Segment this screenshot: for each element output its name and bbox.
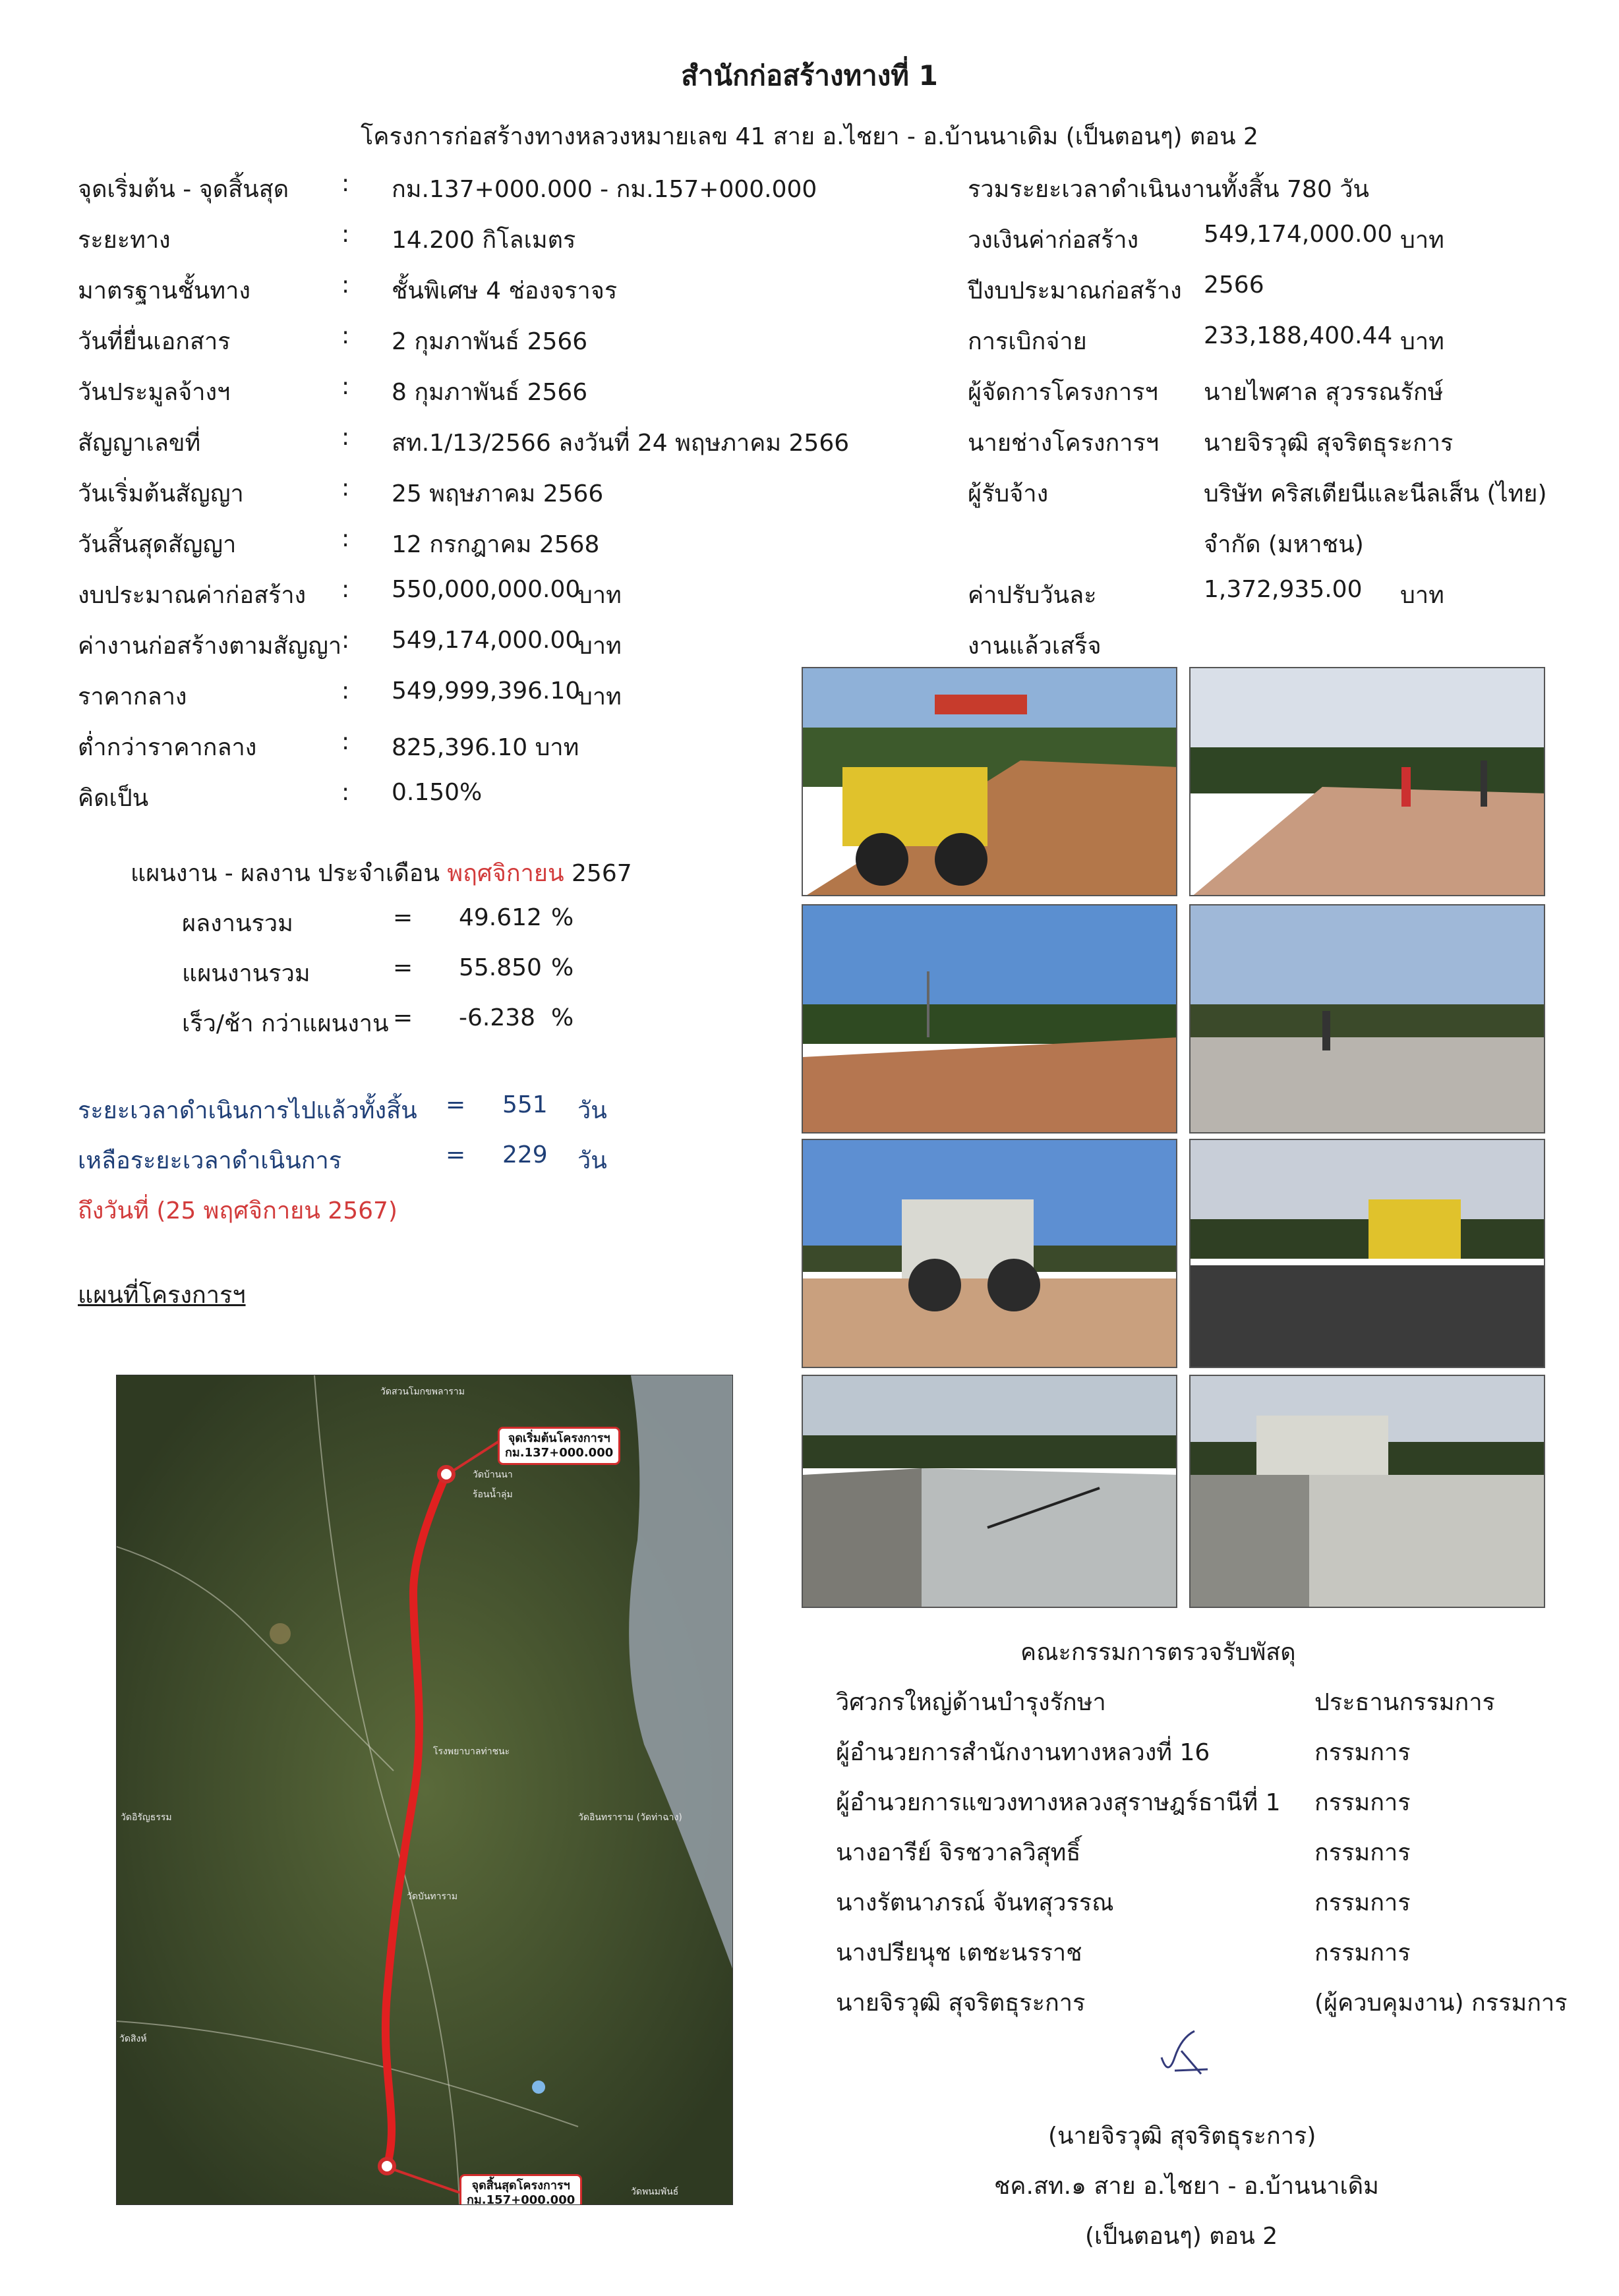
info-value: 8 กุมภาพันธ์ 2566 bbox=[392, 379, 588, 406]
committee-member-name: ผู้อำนวยการสำนักงานทางหลวงที่ 16 bbox=[836, 1739, 1210, 1766]
committee-member-name: วิศวกรใหญ่ด้านบำรุงรักษา bbox=[836, 1689, 1106, 1716]
info-value: นายจิรวุฒิ สุจริตธุระการ bbox=[1204, 430, 1454, 457]
start-marker bbox=[439, 1467, 454, 1481]
construction-photo bbox=[1189, 1139, 1545, 1368]
elapsed-eq: = bbox=[446, 1091, 466, 1118]
map-label: วัดสิงห์ bbox=[119, 2034, 147, 2044]
info-label: รวมระยะเวลาดำเนินงานทั้งสิ้น 780 วัน bbox=[968, 176, 1370, 203]
info-label: วันประมูลจ้างฯ bbox=[78, 379, 231, 406]
progress-heading bbox=[131, 854, 632, 892]
info-label: ผู้จัดการโครงการฯ bbox=[968, 379, 1158, 406]
signer-position: ชค.สท.๑ สาย อ.ไชยา - อ.บ้านนาเดิม bbox=[994, 2173, 1379, 2200]
info-label: ระยะทาง bbox=[78, 227, 171, 254]
end-marker bbox=[380, 2159, 394, 2173]
info-colon: : bbox=[341, 525, 350, 552]
committee-member-name: นางอารีย์ จิรชวาลวิสุทธิ์ bbox=[836, 1839, 1081, 1866]
info-value: 0.150% bbox=[392, 779, 483, 806]
progress-heading-month: พฤศจิกายน bbox=[447, 860, 564, 887]
info-value: 2566 bbox=[1204, 272, 1264, 299]
info-value: นายไพศาล สุวรรณรักษ์ bbox=[1204, 379, 1444, 406]
info-colon: : bbox=[341, 576, 350, 603]
map-label: วัดพนมพันธ์ bbox=[631, 2187, 679, 2197]
info-label: ผู้รับจ้าง bbox=[968, 480, 1049, 507]
info-label: ปีงบประมาณก่อสร้าง bbox=[968, 277, 1182, 304]
info-label: ค่าปรับวันละ bbox=[968, 582, 1097, 609]
info-label: นายช่างโครงการฯ bbox=[968, 430, 1160, 457]
progress-value: 55.850 bbox=[459, 954, 542, 981]
progress-heading-prefix: แผนงาน - ผลงาน ประจำเดือน bbox=[131, 860, 440, 887]
info-label: งบประมาณค่าก่อสร้าง bbox=[78, 582, 307, 609]
elapsed-unit: วัน bbox=[577, 1097, 607, 1124]
end-callout bbox=[459, 2174, 582, 2205]
map-label: วัดบันทาราม bbox=[407, 1891, 458, 1902]
info-value: 12 กรกฎาคม 2568 bbox=[392, 531, 600, 558]
map-label: โรงพยาบาลท่าชนะ bbox=[433, 1746, 510, 1757]
committee-title: คณะกรรมการตรวจรับพัสดุ bbox=[1020, 1639, 1296, 1666]
committee-member-name: นางรัตนาภรณ์ จันทสุวรรณ bbox=[836, 1889, 1114, 1916]
committee-member-name: ผู้อำนวยการแขวงทางหลวงสุราษฎร์ธานีที่ 1 bbox=[836, 1789, 1281, 1816]
info-unit: บาท bbox=[577, 633, 622, 660]
committee-member-name: นายจิรวุฒิ สุจริตธุระการ bbox=[836, 1990, 1086, 2017]
info-label: ต่ำกว่าราคากลาง bbox=[78, 734, 257, 761]
info-label: สัญญาเลขที่ bbox=[78, 430, 201, 457]
info-unit: บาท bbox=[1400, 582, 1444, 609]
photo-base-course bbox=[1191, 905, 1545, 1134]
page-title: สำนักก่อสร้างทางที่ 1 bbox=[681, 59, 938, 92]
info-value: 233,188,400.44 bbox=[1204, 322, 1393, 349]
info-label: วันเริ่มต้นสัญญา bbox=[78, 480, 244, 507]
info-colon: : bbox=[341, 272, 350, 299]
info-value: จำกัด (มหาชน) bbox=[1204, 531, 1364, 558]
progress-label: ผลงานรวม bbox=[182, 910, 293, 937]
info-value: 549,174,000.00 bbox=[392, 627, 581, 654]
remaining-value: 229 bbox=[502, 1141, 548, 1168]
progress-value: 49.612 bbox=[459, 904, 542, 931]
map-label: วัดอินทราราม (วัดท่าฉาง) bbox=[578, 1812, 682, 1823]
construction-photo bbox=[802, 1139, 1177, 1368]
info-label: วงเงินค่าก่อสร้าง bbox=[968, 227, 1139, 254]
info-label: คิดเป็น bbox=[78, 785, 149, 812]
info-value: 1,372,935.00 bbox=[1204, 576, 1363, 603]
info-label: วันสิ้นสุดสัญญา bbox=[78, 531, 237, 558]
info-value: 549,174,000.00 bbox=[1204, 221, 1393, 248]
committee-member-role: กรรมการ bbox=[1314, 1889, 1411, 1916]
photo-slipform bbox=[1191, 1376, 1545, 1608]
elapsed-value: 551 bbox=[502, 1091, 548, 1118]
committee-member-role: กรรมการ bbox=[1314, 1939, 1411, 1966]
construction-photo bbox=[1189, 1375, 1545, 1608]
progress-value: -6.238 bbox=[459, 1004, 536, 1031]
info-colon: : bbox=[341, 170, 350, 197]
info-colon: : bbox=[341, 627, 350, 654]
map-label: วัดบ้านนา bbox=[473, 1470, 513, 1480]
progress-unit: % bbox=[551, 904, 574, 931]
photo-concrete-finish bbox=[803, 1376, 1177, 1608]
signature-mark bbox=[1155, 2018, 1214, 2084]
info-label: ราคากลาง bbox=[78, 683, 187, 710]
as-of-date: ถึงวันที่ (25 พฤศจิกายน 2567) bbox=[78, 1197, 397, 1224]
map-label: ร้อนน้ำลุ่ม bbox=[473, 1489, 513, 1500]
photo-paving bbox=[1191, 1140, 1545, 1368]
info-value: กม.137+000.000 - กม.157+000.000 bbox=[392, 176, 817, 203]
signer-name: (นายจิรวุฒิ สุจริตธุระการ) bbox=[1048, 2123, 1316, 2150]
progress-unit: % bbox=[551, 1004, 574, 1031]
info-value: 25 พฤษภาคม 2566 bbox=[392, 480, 604, 507]
committee-member-role: (ผู้ควบคุมงาน) กรรมการ bbox=[1314, 1990, 1568, 2017]
progress-eq: = bbox=[393, 954, 413, 981]
info-unit: บาท bbox=[577, 582, 622, 609]
progress-label: แผนงานรวม bbox=[182, 960, 310, 987]
progress-eq: = bbox=[393, 1004, 413, 1031]
map-label: วัดอิรัญธรรม bbox=[121, 1812, 172, 1823]
start-callout bbox=[498, 1427, 620, 1465]
committee-member-role: กรรมการ bbox=[1314, 1789, 1411, 1816]
committee-member-role: กรรมการ bbox=[1314, 1739, 1411, 1766]
info-value: สท.1/13/2566 ลงวันที่ 24 พฤษภาคม 2566 bbox=[392, 430, 850, 457]
progress-eq: = bbox=[393, 904, 413, 931]
info-value: 549,999,396.10 bbox=[392, 677, 581, 704]
elapsed-label: ระยะเวลาดำเนินการไปแล้วทั้งสิ้น bbox=[78, 1097, 417, 1124]
progress-heading-year: 2567 bbox=[572, 860, 632, 887]
photo-recycler bbox=[803, 1140, 1177, 1368]
map-label: วัดสวนโมกขพลาราม bbox=[380, 1387, 465, 1397]
map-pin bbox=[532, 2081, 545, 2094]
info-unit: บาท bbox=[1400, 227, 1444, 254]
info-colon: : bbox=[341, 779, 350, 806]
remaining-label: เหลือระยะเวลาดำเนินการ bbox=[78, 1147, 342, 1174]
info-unit: บาท bbox=[577, 683, 622, 710]
committee-member-role: กรรมการ bbox=[1314, 1839, 1411, 1866]
info-label: ค่างานก่อสร้างตามสัญญา bbox=[78, 633, 342, 660]
info-colon: : bbox=[341, 373, 350, 400]
info-label: มาตรฐานชั้นทาง bbox=[78, 277, 250, 304]
info-colon: : bbox=[341, 728, 350, 755]
info-label: วันที่ยื่นเอกสาร bbox=[78, 328, 231, 355]
construction-photo bbox=[1189, 904, 1545, 1134]
committee-member-role: ประธานกรรมการ bbox=[1314, 1689, 1495, 1716]
progress-label: เร็ว/ช้า กว่าแผนงาน bbox=[182, 1010, 389, 1037]
info-value: 550,000,000.00 bbox=[392, 576, 581, 603]
map-heading: แผนที่โครงการฯ bbox=[78, 1282, 246, 1309]
remaining-eq: = bbox=[446, 1141, 466, 1168]
remaining-unit: วัน bbox=[577, 1147, 607, 1174]
info-colon: : bbox=[341, 221, 350, 248]
info-colon: : bbox=[341, 424, 350, 451]
info-unit: บาท bbox=[1400, 328, 1444, 355]
progress-unit: % bbox=[551, 954, 574, 981]
photo-roller bbox=[803, 668, 1177, 896]
project-subtitle: โครงการก่อสร้างทางหลวงหมายเลข 41 สาย อ.ไชยา - อ.บ้านนาเดิม (เป็นตอนๆ) ตอน 2 bbox=[361, 123, 1258, 150]
info-colon: : bbox=[341, 322, 350, 349]
start-callout-line2: กม.137+000.000 bbox=[505, 1446, 614, 1460]
info-colon: : bbox=[341, 677, 350, 704]
construction-photo bbox=[802, 667, 1177, 896]
info-value: ชั้นพิเศษ 4 ช่องจราจร bbox=[392, 277, 618, 304]
info-value: บริษัท คริสเตียนีและนีลเส็น (ไทย) bbox=[1204, 480, 1547, 507]
info-value: 825,396.10 บาท bbox=[392, 734, 579, 761]
map-graphic bbox=[117, 1375, 732, 2204]
info-label: จุดเริ่มต้น - จุดสิ้นสุด bbox=[78, 176, 289, 203]
photo-subgrade bbox=[803, 905, 1177, 1134]
start-callout-line1: จุดเริ่มต้นโครงการฯ bbox=[508, 1431, 610, 1445]
end-callout-line1: จุดสิ้นสุดโครงการฯ bbox=[471, 2179, 570, 2193]
project-map bbox=[116, 1375, 733, 2205]
info-value: 2 กุมภาพันธ์ 2566 bbox=[392, 328, 588, 355]
info-colon: : bbox=[341, 474, 350, 502]
info-value: 14.200 กิโลเมตร bbox=[392, 227, 576, 254]
construction-photo bbox=[1189, 667, 1545, 896]
signer-section: (เป็นตอนๆ) ตอน 2 bbox=[1085, 2223, 1278, 2250]
committee-member-name: นางปรียนุช เตชะนรราช bbox=[836, 1939, 1082, 1966]
construction-photo bbox=[802, 904, 1177, 1134]
info-label: งานแล้วเสร็จ bbox=[968, 633, 1102, 660]
photo-survey bbox=[1191, 668, 1545, 896]
end-callout-line2: กม.157+000.000 bbox=[467, 2193, 575, 2205]
construction-photo bbox=[802, 1375, 1177, 1608]
info-label: การเบิกจ่าย bbox=[968, 328, 1087, 355]
map-spot bbox=[270, 1623, 291, 1644]
